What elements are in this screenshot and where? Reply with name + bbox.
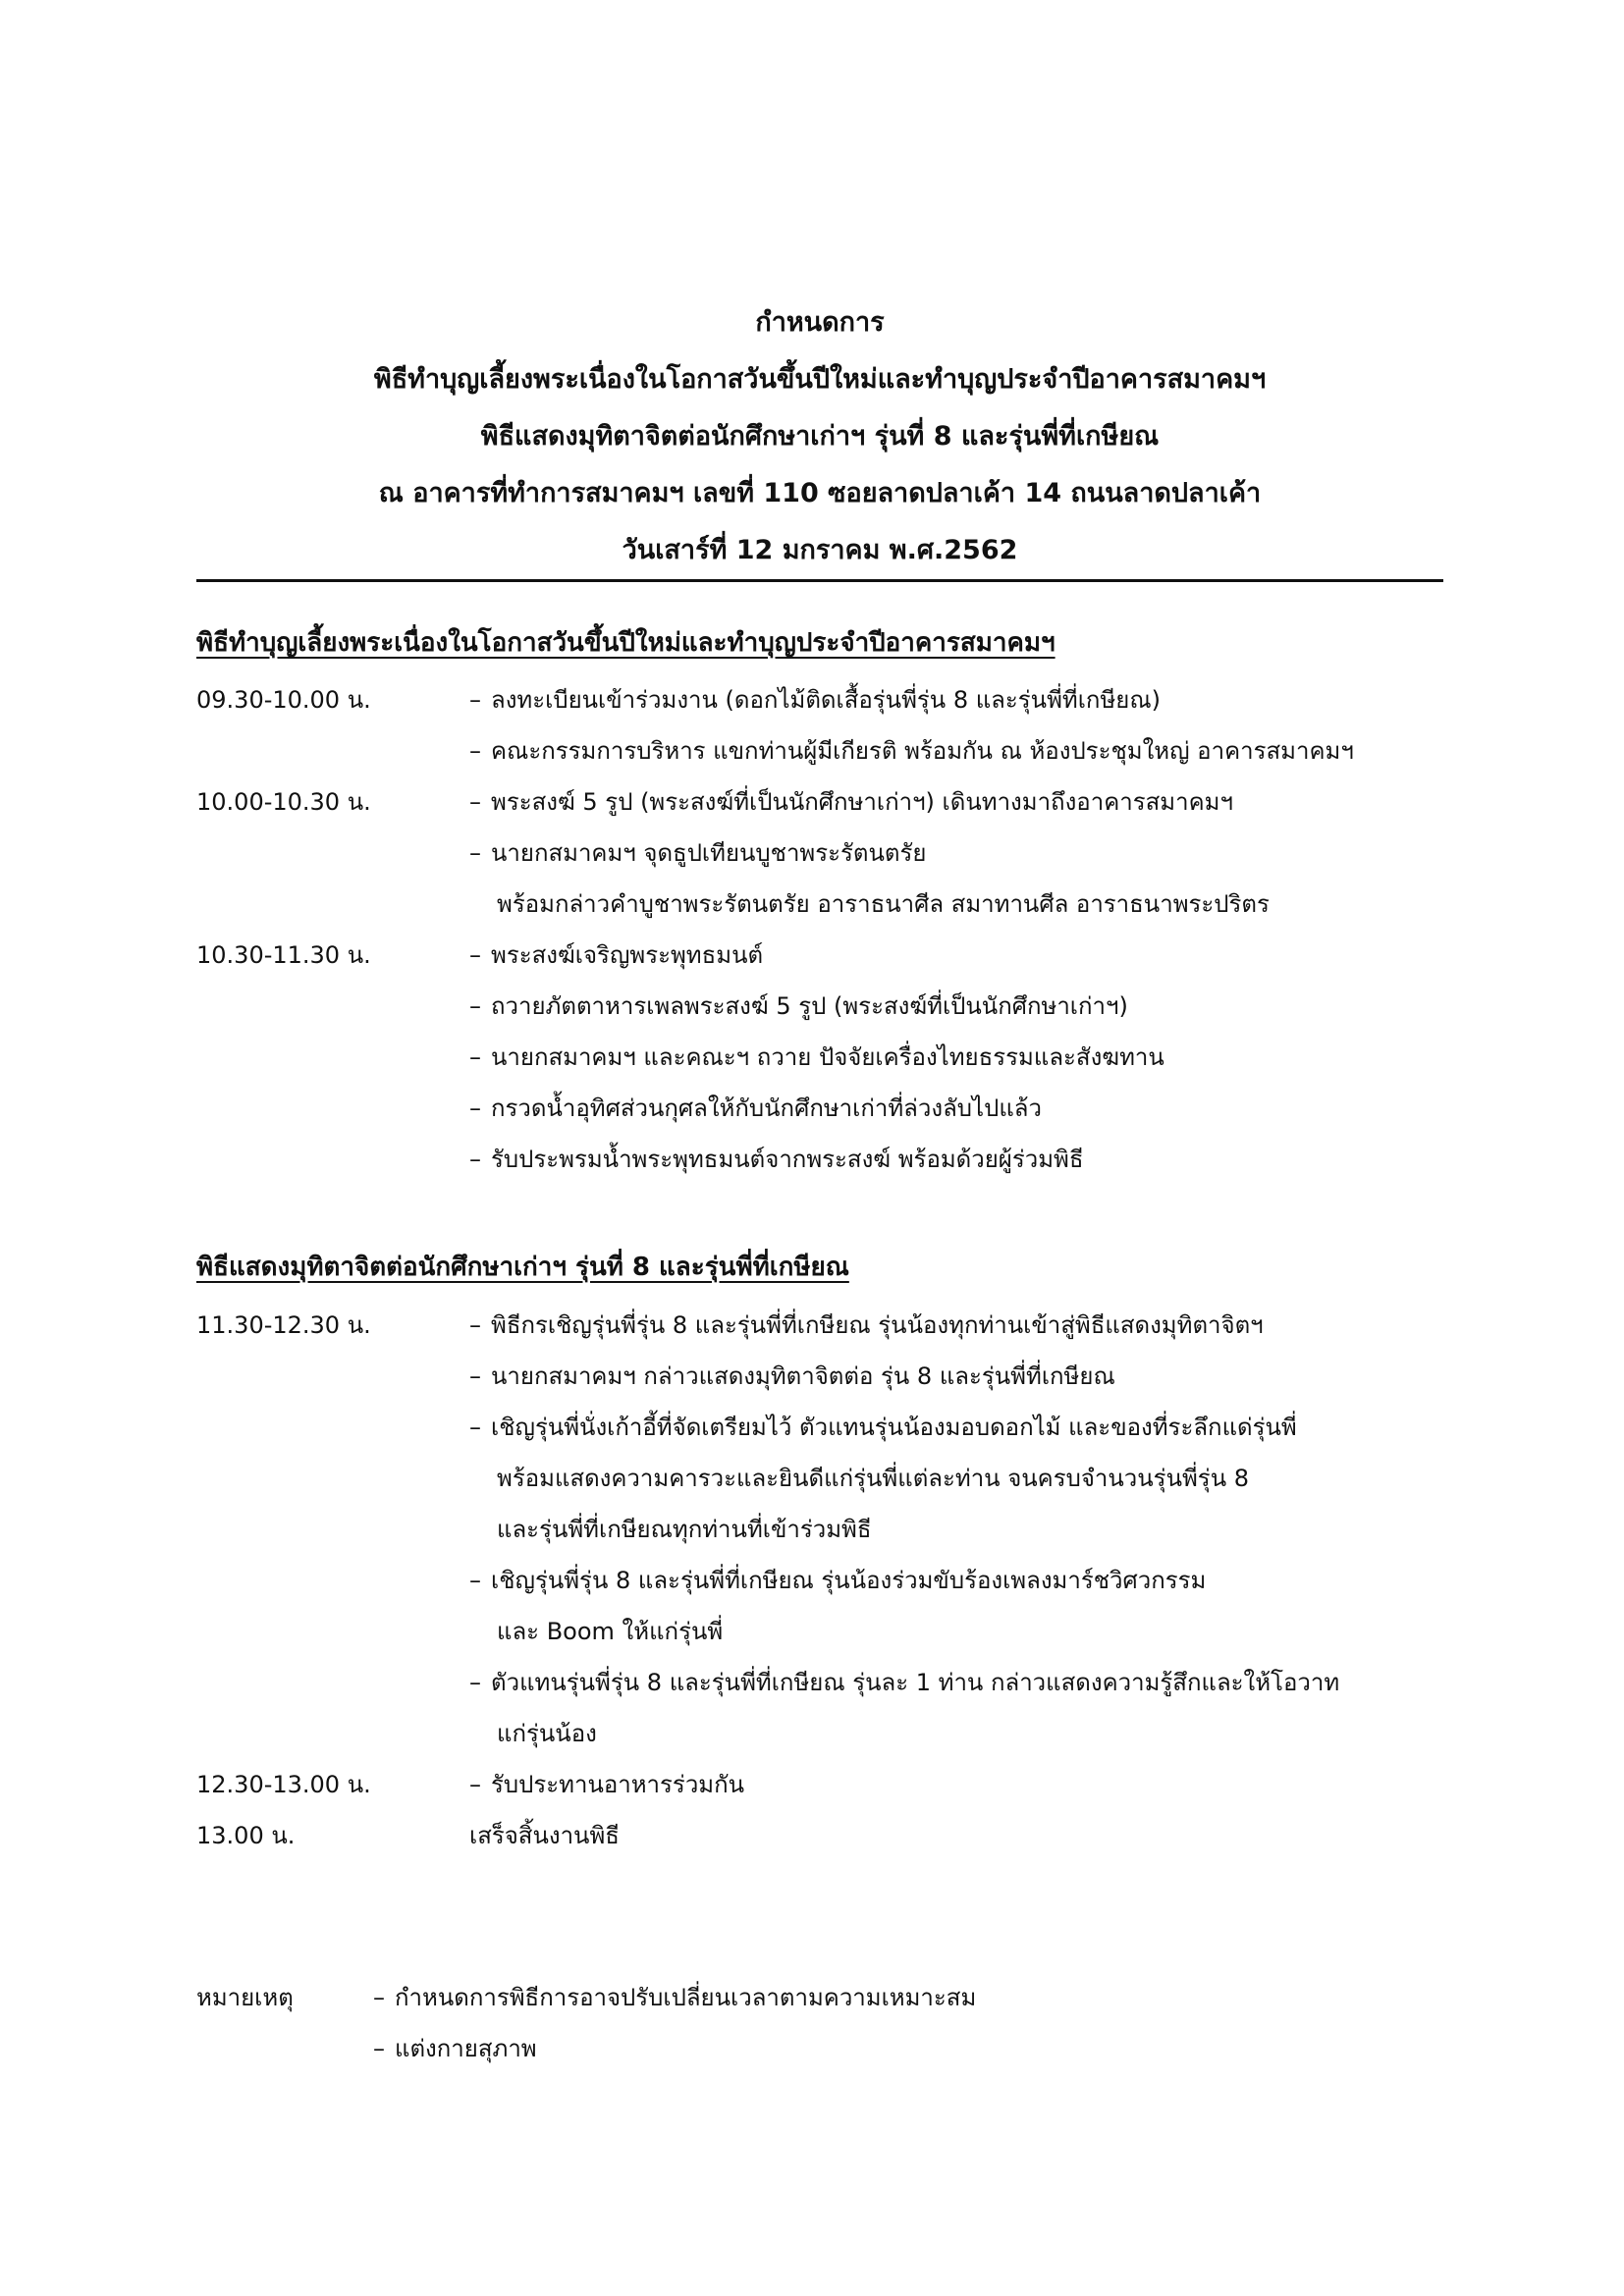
header-ceremony-1: พิธีทำบุญเลี้ยงพระเนื่องในโอกาสวันขึ้นปีใหม่และทำบุญประจำปีอาคารสมาคมฯ (373, 364, 1267, 395)
section2-title: พิธีแสดงมุทิตาจิตต่อนักศึกษาเก่าฯ รุ่นที่ 8 และรุ่นพี่ที่เกษียณ (196, 1253, 849, 1282)
schedule-row (196, 1504, 1473, 1555)
notes-label: หมายเหตุ (196, 1984, 294, 2011)
schedule-row (196, 1402, 1473, 1453)
schedule-item: – เชิญรุ่นพี่รุ่น 8 และรุ่นพี่ที่เกษียณ รุ่นน้องร่วมขับร้องเพลงมาร์ชวิศวกรรม (469, 1567, 1207, 1594)
schedule-row (196, 1032, 1473, 1083)
header-ceremony-2: พิธีแสดงมุทิตาจิตต่อนักศึกษาเก่าฯ รุ่นที่ 8 และรุ่นพี่ที่เกษียณ (480, 421, 1160, 452)
schedule-row (196, 1810, 1473, 1861)
note-item: – แต่งกายสุภาพ (373, 2035, 537, 2062)
schedule-row (196, 1657, 1473, 1708)
schedule-time: 10.00-10.30 น. (196, 788, 371, 816)
schedule-row (196, 1453, 1473, 1504)
schedule-row (196, 1555, 1473, 1606)
schedule-time: 13.00 น. (196, 1822, 296, 1849)
schedule-row (196, 674, 1473, 725)
notes-row (196, 1972, 1473, 2023)
schedule-item-continuation: แก่รุ่นน้อง (497, 1720, 597, 1747)
schedule-item: – คณะกรรมการบริหาร แขกท่านผู้มีเกียรติ พร้อมกัน ณ ห้องประชุมใหญ่ อาคารสมาคมฯ (469, 737, 1354, 765)
schedule-time: 09.30-10.00 น. (196, 686, 371, 714)
schedule-item: – ถวายภัตตาหารเพลพระสงฆ์ 5 รูป (พระสงฆ์ที่เป็นนักศึกษาเก่าฯ) (469, 992, 1128, 1020)
schedule-item: – พระสงฆ์เจริญพระพุทธมนต์ (469, 941, 764, 969)
schedule-row (196, 1708, 1473, 1759)
notes-row (196, 2023, 1473, 2074)
schedule-item-continuation: และ Boom ให้แก่รุ่นพี่ (497, 1618, 724, 1645)
schedule-item-end: เสร็จสิ้นงานพิธี (469, 1822, 620, 1849)
header-divider (196, 579, 1443, 582)
schedule-time: 12.30-13.00 น. (196, 1771, 371, 1798)
schedule-item-continuation: พร้อมกล่าวคำบูชาพระรัตนตรัย อาราธนาศีล สมาทานศีล อาราธนาพระปริตร (497, 890, 1270, 918)
header-venue: ณ อาคารที่ทำการสมาคมฯ เลขที่ 110 ซอยลาดปลาเค้า 14 ถนนลาดปลาเค้า (378, 478, 1262, 508)
schedule-item: – นายกสมาคมฯ และคณะฯ ถวาย ปัจจัยเครื่องไทยธรรมและสังฆทาน (469, 1043, 1164, 1071)
schedule-item: – นายกสมาคมฯ กล่าวแสดงมุทิตาจิตต่อ รุ่น 8 และรุ่นพี่ที่เกษียณ (469, 1362, 1115, 1390)
schedule-row (196, 1083, 1473, 1134)
schedule-row (196, 776, 1473, 828)
schedule-row (196, 1300, 1473, 1351)
schedule-item: – กรวดน้ำอุทิศส่วนกุศลให้กับนักศึกษาเก่าที่ล่วงลับไปแล้ว (469, 1095, 1042, 1122)
schedule-row (196, 981, 1473, 1032)
schedule-item: – รับประทานอาหารร่วมกัน (469, 1771, 745, 1798)
schedule-item-continuation: พร้อมแสดงความคารวะและยินดีแก่รุ่นพี่แต่ละท่าน จนครบจำนวนรุ่นพี่รุ่น 8 (497, 1465, 1249, 1492)
schedule-row (196, 1606, 1473, 1657)
schedule-item: – นายกสมาคมฯ จุดธูปเทียนบูชาพระรัตนตรัย (469, 839, 927, 867)
header-title: กำหนดการ (755, 307, 885, 338)
schedule-time: 10.30-11.30 น. (196, 941, 371, 969)
schedule-item: – ตัวแทนรุ่นพี่รุ่น 8 และรุ่นพี่ที่เกษียณ รุ่นละ 1 ท่าน กล่าวแสดงความรู้สึกและให้โอวาท (469, 1669, 1340, 1696)
schedule-item: – พระสงฆ์ 5 รูป (พระสงฆ์ที่เป็นนักศึกษาเก่าฯ) เดินทางมาถึงอาคารสมาคมฯ (469, 788, 1233, 816)
schedule-row (196, 725, 1473, 776)
schedule-row (196, 828, 1473, 879)
schedule-item-continuation: และรุ่นพี่ที่เกษียณทุกท่านที่เข้าร่วมพิธี (497, 1516, 872, 1543)
schedule-item: – ลงทะเบียนเข้าร่วมงาน (ดอกไม้ติดเสื้อรุ่นพี่รุ่น 8 และรุ่นพี่ที่เกษียณ) (469, 686, 1161, 714)
schedule-row (196, 930, 1473, 981)
schedule-item: – รับประพรมน้ำพระพุทธมนต์จากพระสงฆ์ พร้อมด้วยผู้ร่วมพิธี (469, 1146, 1084, 1173)
schedule-row (196, 879, 1473, 930)
header-date: วันเสาร์ที่ 12 มกราคม พ.ศ.2562 (622, 535, 1018, 565)
schedule-row (196, 1759, 1473, 1810)
note-item: – กำหนดการพิธีการอาจปรับเปลี่ยนเวลาตามความเหมาะสม (373, 1984, 977, 2011)
document-header (196, 294, 1443, 579)
schedule-row (196, 1134, 1473, 1185)
schedule-item: – พิธีกรเชิญรุ่นพี่รุ่น 8 และรุ่นพี่ที่เกษียณ รุ่นน้องทุกท่านเข้าสู่พิธีแสดงมุทิตาจิตฯ (469, 1311, 1264, 1339)
section1-title: พิธีทำบุญเลี้ยงพระเนื่องในโอกาสวันขึ้นปีใหม่และทำบุญประจำปีอาคารสมาคมฯ (196, 628, 1056, 658)
schedule-item: – เชิญรุ่นพี่นั่งเก้าอี้ที่จัดเตรียมไว้ ตัวแทนรุ่นน้องมอบดอกไม้ และของที่ระลึกแด่รุ่นพี่ (469, 1414, 1297, 1441)
schedule-time: 11.30-12.30 น. (196, 1311, 371, 1339)
schedule-row (196, 1351, 1473, 1402)
